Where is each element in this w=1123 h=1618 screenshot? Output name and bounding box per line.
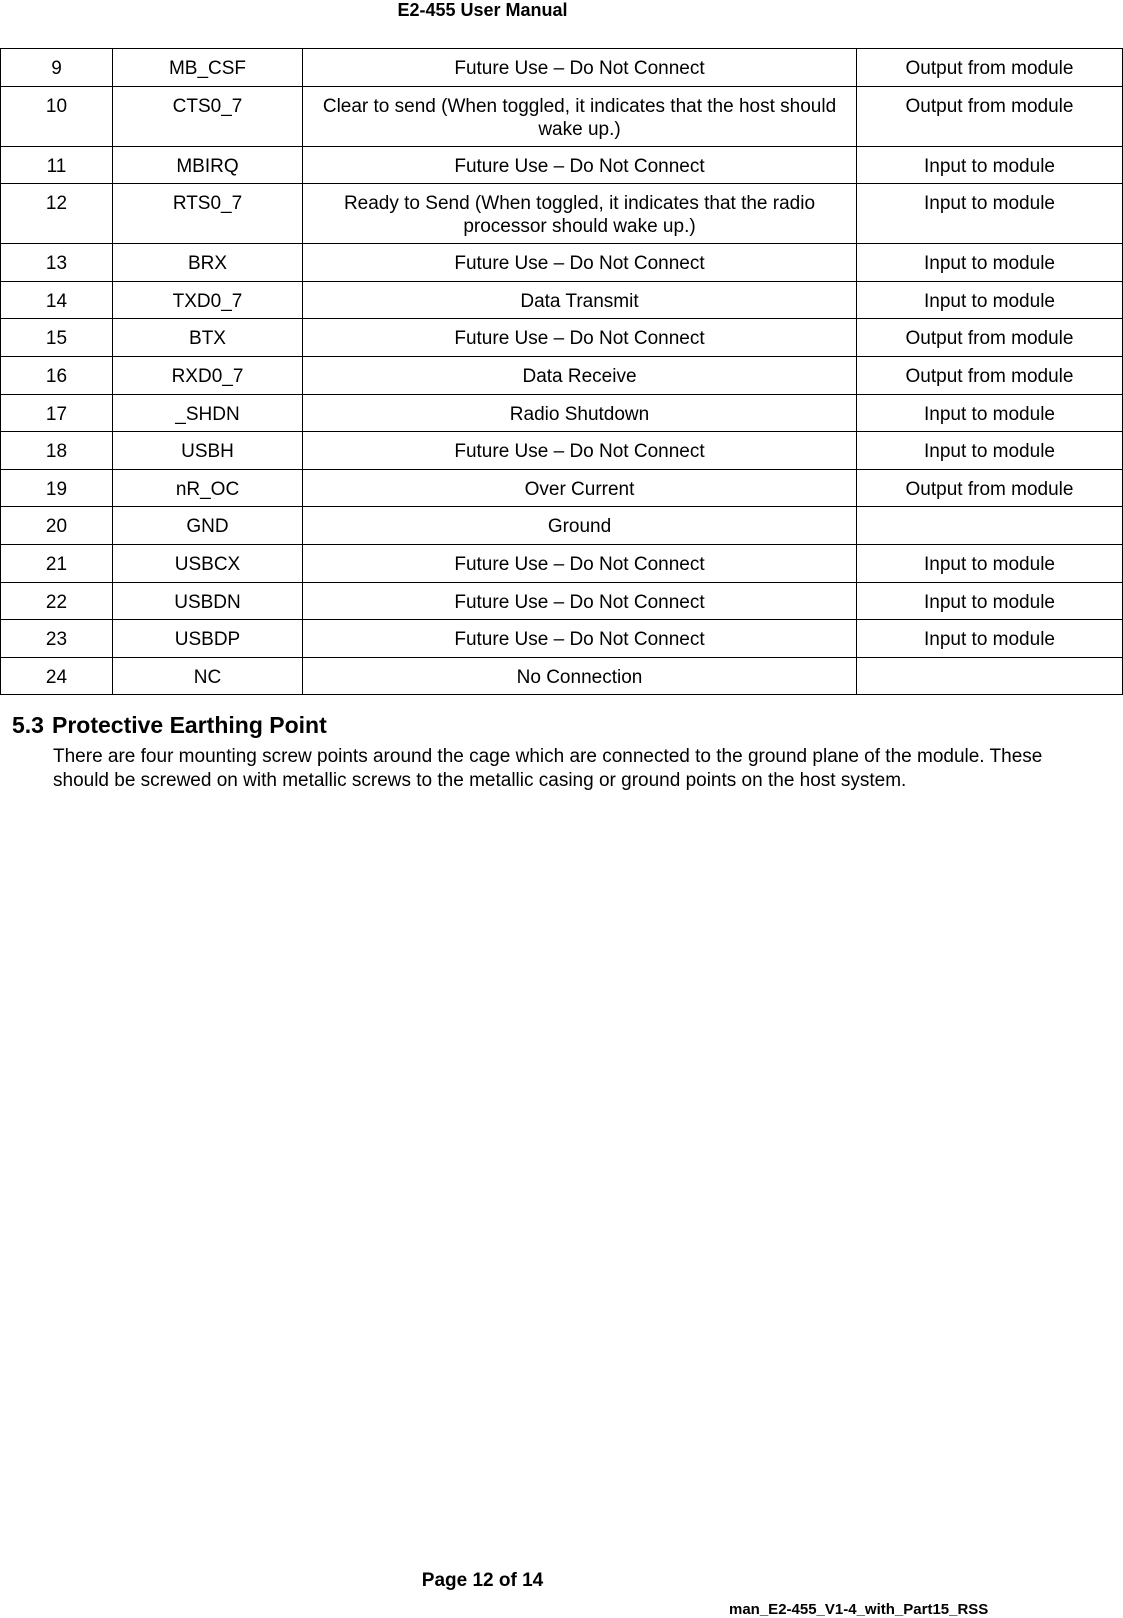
table-row bbox=[1, 582, 1123, 620]
pin-number-cell: 11 bbox=[1, 146, 113, 184]
pin-number-cell: 20 bbox=[1, 507, 113, 545]
description-cell: Future Use – Do Not Connect bbox=[303, 146, 857, 184]
direction-cell bbox=[857, 657, 1123, 695]
description-cell: Future Use – Do Not Connect bbox=[303, 582, 857, 620]
signal-name-cell: USBDN bbox=[113, 582, 303, 620]
signal-name-cell: MBIRQ bbox=[113, 146, 303, 184]
page-number: Page 12 of 14 bbox=[421, 1570, 544, 1591]
signal-name-cell: MB_CSF bbox=[113, 49, 303, 87]
section-number: 5.3 bbox=[12, 712, 44, 738]
pin-table bbox=[0, 48, 1123, 695]
direction-cell: Input to module bbox=[857, 620, 1123, 658]
pin-number-cell: 19 bbox=[1, 469, 113, 507]
table-row bbox=[1, 544, 1123, 582]
signal-name-cell: GND bbox=[113, 507, 303, 545]
description-cell: Future Use – Do Not Connect bbox=[303, 319, 857, 357]
signal-name-cell: USBDP bbox=[113, 620, 303, 658]
table-row bbox=[1, 244, 1123, 282]
description-cell: Future Use – Do Not Connect bbox=[303, 620, 857, 658]
pin-number-cell: 16 bbox=[1, 356, 113, 394]
description-cell: Clear to send (When toggled, it indicates that the host should wake up.) bbox=[303, 86, 857, 146]
signal-name-cell: CTS0_7 bbox=[113, 86, 303, 146]
description-cell: Over Current bbox=[303, 469, 857, 507]
table-row bbox=[1, 184, 1123, 244]
pin-number-cell: 13 bbox=[1, 244, 113, 282]
pin-number-cell: 21 bbox=[1, 544, 113, 582]
section-body-text: There are four mounting screw points around the cage which are connected to the ground plane of the module. These should be screwed on with metallic screws to the metallic casing or ground points on the host system. bbox=[53, 746, 1043, 791]
pin-number-cell: 22 bbox=[1, 582, 113, 620]
pin-number-cell: 17 bbox=[1, 394, 113, 432]
direction-cell: Output from module bbox=[857, 356, 1123, 394]
description-cell: Future Use – Do Not Connect bbox=[303, 49, 857, 87]
pin-number-cell: 9 bbox=[1, 49, 113, 87]
direction-cell: Input to module bbox=[857, 432, 1123, 470]
table-row bbox=[1, 620, 1123, 658]
direction-cell: Input to module bbox=[857, 184, 1123, 244]
section-title: Protective Earthing Point bbox=[51, 712, 327, 738]
signal-name-cell: NC bbox=[113, 657, 303, 695]
direction-cell: Input to module bbox=[857, 394, 1123, 432]
table-row bbox=[1, 319, 1123, 357]
direction-cell: Output from module bbox=[857, 469, 1123, 507]
description-cell: Future Use – Do Not Connect bbox=[303, 432, 857, 470]
pin-number-cell: 15 bbox=[1, 319, 113, 357]
signal-name-cell: TXD0_7 bbox=[113, 281, 303, 319]
description-cell: Data Transmit bbox=[303, 281, 857, 319]
description-cell: Future Use – Do Not Connect bbox=[303, 544, 857, 582]
table-row bbox=[1, 432, 1123, 470]
table-row bbox=[1, 281, 1123, 319]
direction-cell: Output from module bbox=[857, 319, 1123, 357]
table-row bbox=[1, 507, 1123, 545]
description-cell: Ground bbox=[303, 507, 857, 545]
pin-number-cell: 18 bbox=[1, 432, 113, 470]
description-cell: Data Receive bbox=[303, 356, 857, 394]
direction-cell: Output from module bbox=[857, 49, 1123, 87]
signal-name-cell: USBH bbox=[113, 432, 303, 470]
description-cell: No Connection bbox=[303, 657, 857, 695]
direction-cell: Input to module bbox=[857, 544, 1123, 582]
description-cell: Ready to Send (When toggled, it indicates that the radio processor should wake up.) bbox=[303, 184, 857, 244]
pin-table-body bbox=[1, 49, 1123, 695]
pin-number-cell: 14 bbox=[1, 281, 113, 319]
direction-cell: Input to module bbox=[857, 146, 1123, 184]
direction-cell: Output from module bbox=[857, 86, 1123, 146]
signal-name-cell: BRX bbox=[113, 244, 303, 282]
direction-cell: Input to module bbox=[857, 582, 1123, 620]
pin-number-cell: 24 bbox=[1, 657, 113, 695]
table-row bbox=[1, 657, 1123, 695]
pin-number-cell: 10 bbox=[1, 86, 113, 146]
signal-name-cell: nR_OC bbox=[113, 469, 303, 507]
description-cell: Future Use – Do Not Connect bbox=[303, 244, 857, 282]
document-filename: man_E2-455_V1-4_with_Part15_RSS bbox=[729, 1601, 989, 1618]
direction-cell bbox=[857, 507, 1123, 545]
signal-name-cell: RXD0_7 bbox=[113, 356, 303, 394]
direction-cell: Input to module bbox=[857, 281, 1123, 319]
table-row bbox=[1, 146, 1123, 184]
section-heading bbox=[12, 711, 327, 739]
description-cell: Radio Shutdown bbox=[303, 394, 857, 432]
pin-number-cell: 23 bbox=[1, 620, 113, 658]
table-row bbox=[1, 356, 1123, 394]
table-row bbox=[1, 49, 1123, 87]
table-row bbox=[1, 86, 1123, 146]
direction-cell: Input to module bbox=[857, 244, 1123, 282]
table-row bbox=[1, 394, 1123, 432]
table-row bbox=[1, 469, 1123, 507]
pin-number-cell: 12 bbox=[1, 184, 113, 244]
page-header-title: E2-455 User Manual bbox=[397, 0, 568, 20]
signal-name-cell: USBCX bbox=[113, 544, 303, 582]
signal-name-cell: BTX bbox=[113, 319, 303, 357]
signal-name-cell: RTS0_7 bbox=[113, 184, 303, 244]
signal-name-cell: _SHDN bbox=[113, 394, 303, 432]
